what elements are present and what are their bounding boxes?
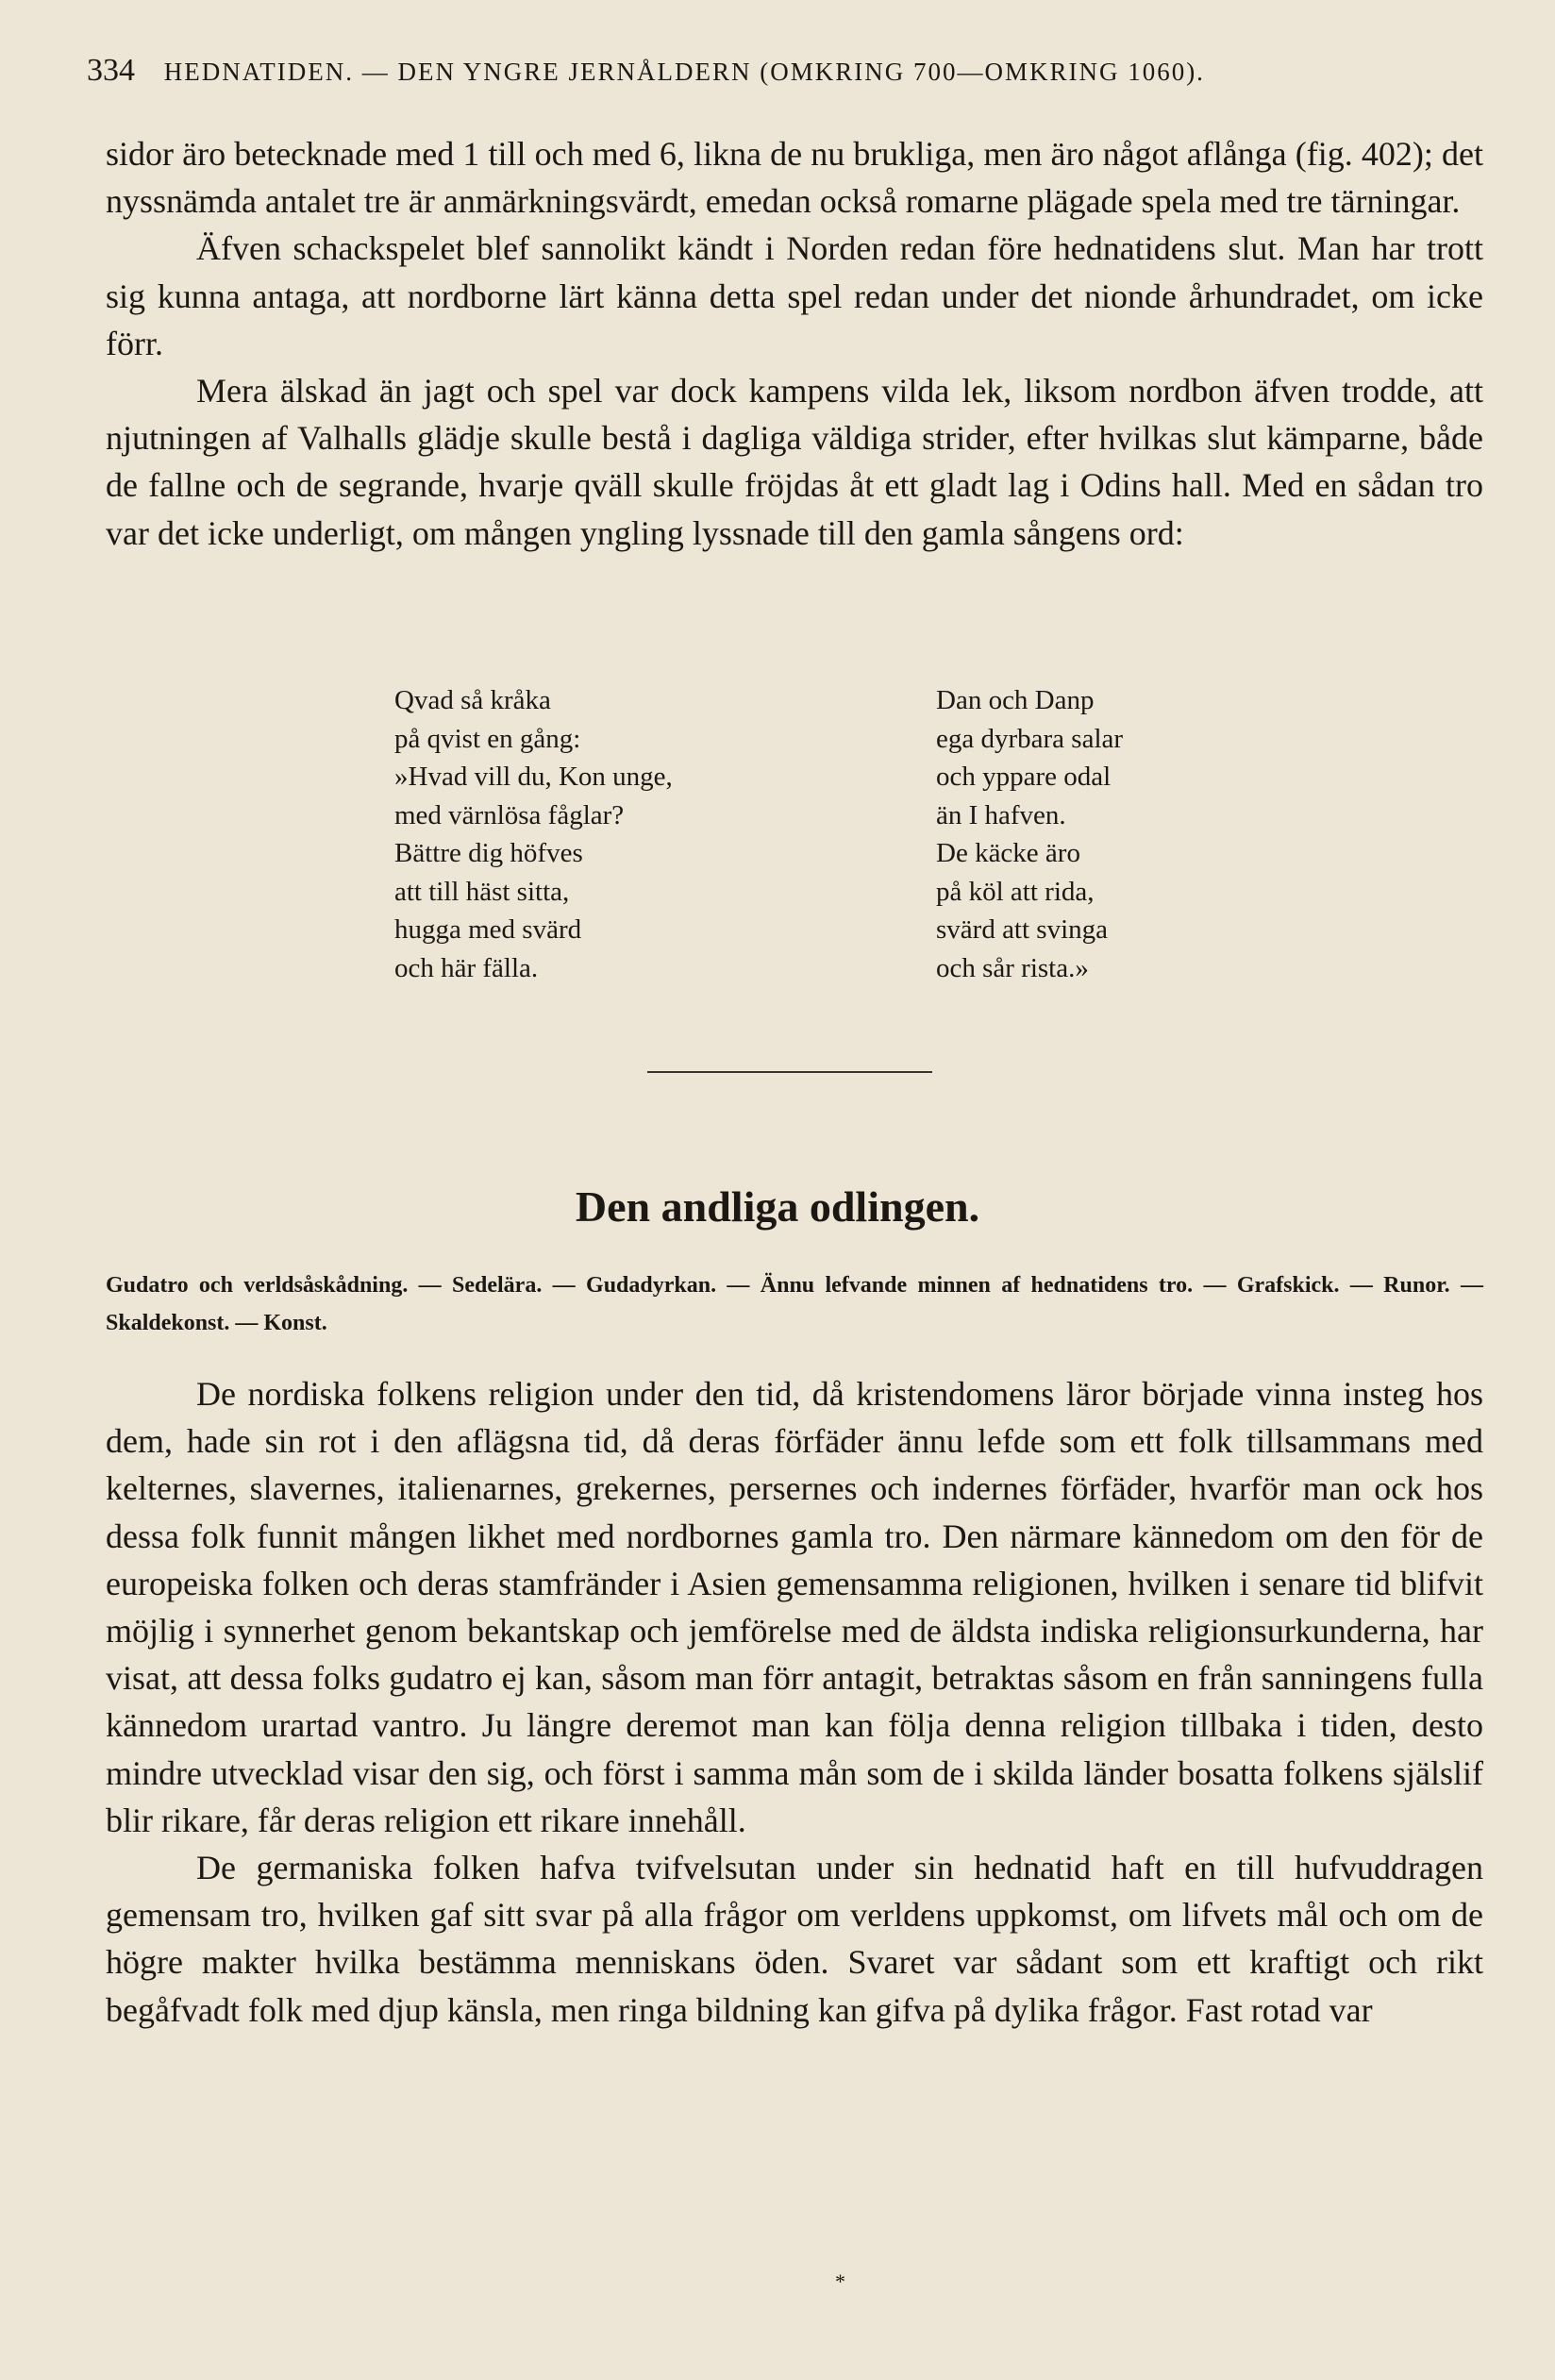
chapter-summary-text: Gudatro och verldsåskådning. — Sedelära. — Gudadyrkan. — Ännu lefvande minnen af hednatidens tro. — Grafskick. — Runor. — Skaldekonst. — Konst. — [106, 1273, 1483, 1335]
poem-line: Bättre dig höfves — [394, 838, 583, 868]
paragraph: Mera älskad än jagt och spel var dock kampens vilda lek, liksom nordbon äfven trodde, att njutningen af Valhalls glädje skulle bestå i dagliga väldiga strider, efter hvilkas slut kämparne, både de fallne och de segrande, hvarje qväll skulle fröjdas åt ett gladt lag i Odins hall. Med en sådan tro var det icke underligt, om mången yngling lyssnade till den gamla sångens ord: — [106, 372, 1483, 552]
poem-column-left — [394, 681, 673, 987]
chapter-summary — [106, 1266, 1483, 1342]
paragraph: sidor äro betecknade med 1 till och med 6, likna de nu brukliga, men äro något aflånga (fig. 402); det nyssnämda antalet tre är anmärkningsvärdt, emedan också romarne plägade spela med tre tärningar. — [106, 135, 1483, 221]
section-2-text — [106, 1370, 1483, 2034]
poem-line: ega dyrbara salar — [936, 723, 1124, 754]
running-title: HEDNATIDEN. — DEN YNGRE JERNÅLDERN (OMKRING 700—OMKRING 1060). — [163, 58, 1205, 86]
signature-mark: * — [835, 2270, 845, 2293]
poem-line: och yppare odal — [936, 762, 1112, 792]
poem-line: och sår rista.» — [936, 952, 1089, 983]
poem-line: De käcke äro — [936, 838, 1080, 868]
poem-line: och här fälla. — [394, 952, 539, 983]
paragraph: De nordiska folkens religion under den tid, då kristendomens läror började vinna insteg hos dem, hade sin rot i den aflägsna tid, då deras förfäder ännu lefde som ett folk tillsammans med kelternes, slavernes, italienarnes, grekernes, persernes och indernes förfäder, hvarför man ock hos dessa folk funnit mången likhet med nordbornes gamla tro. Den närmare kännedom om den för de europeiska folken och deras stamfränder i Asien gemensamma religionen, hvilken i senare tid blifvit möjlig i synnerhet genom bekantskap och jemförelse med de äldsta indiska religionsurkunderna, har visat, att dessa folks gudatro ej kan, såsom man förr antagit, betraktas såsom en från sanningens fulla kännedom urartad vantro. Ju längre deremot man kan följa denna religion tillbaka i tiden, desto mindre utvecklad visar den sig, och först i samma mån som de i skilda länder bosatta folkens själslif blir rikare, får deras religion ett rikare innehåll. — [106, 1375, 1483, 1839]
section-divider — [647, 1071, 932, 1073]
poem-line: svärd att svinga — [936, 914, 1109, 945]
poem-line: hugga med svärd — [394, 914, 582, 945]
poem-line: Dan och Danp — [936, 685, 1095, 715]
running-header — [87, 53, 1483, 89]
poem-line: Qvad så kråka — [394, 685, 551, 715]
section-1-text — [106, 130, 1483, 557]
page-number: 334 — [87, 53, 135, 88]
poem-line: »Hvad vill du, Kon unge, — [394, 762, 673, 792]
paragraph: De germaniska folken hafva tvifvelsutan under sin hednatid haft en till hufvuddragen gemensam tro, hvilken gaf sitt svar på alla frågor om verldens uppkomst, om lifvets mål och om de högre makter hvilka bestämma menniskans öden. Svaret var sådant som ett kraftigt och rikt begåfvadt folk med djup känsla, men ringa bildning kan gifva på dylika frågor. Fast rotad var — [106, 1849, 1483, 2029]
chapter-heading: Den andliga odlingen. — [575, 1182, 980, 1231]
paragraph: Äfven schackspelet blef sannolikt kändt i Norden redan före hednatidens slut. Man har trott sig kunna antaga, att nordborne lärt känna detta spel redan under det nionde århundradet, om icke förr. — [106, 229, 1483, 362]
poem-line: på qvist en gång: — [394, 723, 581, 754]
poem-line: än I hafven. — [936, 799, 1066, 830]
poem-line: med värnlösa fåglar? — [394, 799, 625, 830]
poem-line: att till häst sitta, — [394, 876, 570, 907]
poem-column-right — [936, 681, 1123, 987]
poem-line: på köl att rida, — [936, 876, 1095, 907]
